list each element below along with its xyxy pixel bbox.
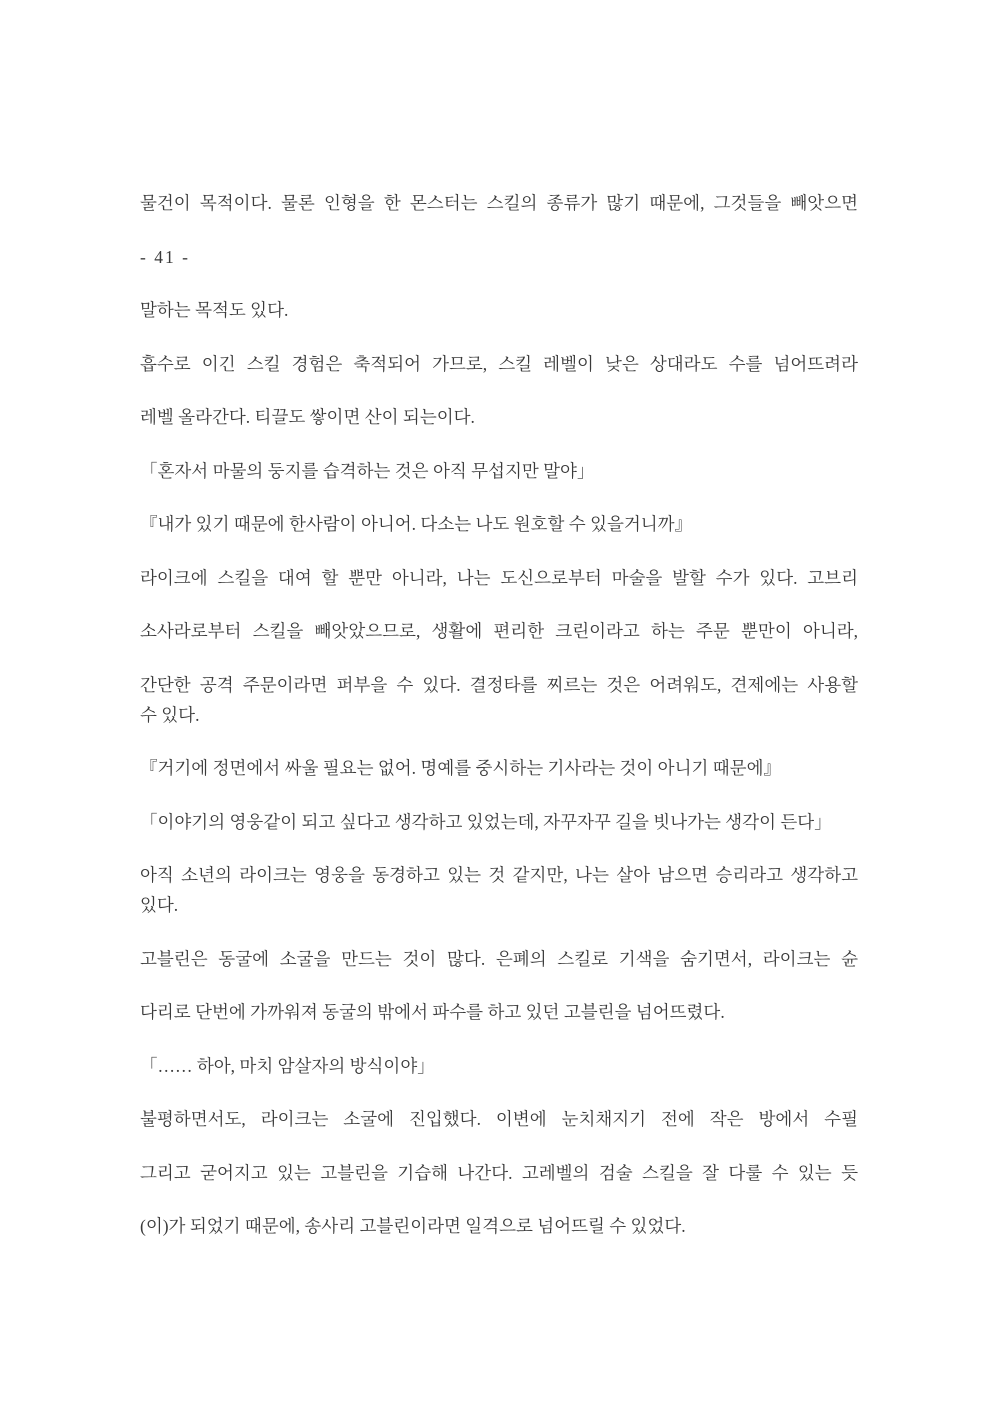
text-line: 간단한 공격 주문이라면 퍼부을 수 있다. 결정타를 찌르는 것은 어려워도, 견제에는 사용할 xyxy=(140,674,858,695)
dialogue-line: 『내가 있기 때문에 한사람이 아니어. 다소는 나도 원호할 수 있을거니까』 xyxy=(140,514,693,534)
dialogue-line: 『거기에 정면에서 싸울 필요는 없어. 명예를 중시하는 기사라는 것이 아니기 때문에』 xyxy=(140,758,781,778)
text-line: 고블린은 동굴에 소굴을 만드는 것이 많다. 은폐의 스킬로 기색을 숨기면서, 라이크는 슌 xyxy=(140,948,858,969)
dialogue-line: 「혼자서 마물의 둥지를 습격하는 것은 아직 무섭지만 말야」 xyxy=(140,460,595,481)
text-line: 아직 소년의 라이크는 영웅을 동경하고 있는 것 같지만, 나는 살아 남으면 승리라고 생각하고 xyxy=(140,865,858,885)
text-line: 있다. xyxy=(140,895,179,915)
dialogue-line: 「이야기의 영웅같이 되고 싶다고 생각하고 있었는데, 자꾸자꾸 길을 빗나가는 생각이 든다」 xyxy=(140,811,832,832)
text-line: 말하는 목적도 있다. xyxy=(140,300,289,320)
text-line: 라이크에 스킬을 대여 할 뿐만 아니라, 나는 도신으로부터 마술을 발할 수가 있다. 고브리 xyxy=(140,567,858,588)
text-line: 수 있다. xyxy=(140,704,200,725)
text-line: 불평하면서도, 라이크는 소굴에 진입했다. 이변에 눈치채지기 전에 작은 방에서 수필 xyxy=(140,1109,858,1129)
text-line: 그리고 굳어지고 있는 고블린을 기습해 나간다. 고레벨의 검술 스킬을 잘 다룰 수 있는 듯 xyxy=(140,1162,858,1183)
text-line: 흡수로 이긴 스킬 경험은 축적되어 가므로, 스킬 레벨이 낮은 상대라도 수를 넘어뜨려라 xyxy=(140,353,858,374)
text-line: (이)가 되었기 때문에, 송사리 고블린이라면 일격으로 넘어뜨릴 수 있었다. xyxy=(140,1216,686,1236)
text-line: 소사라로부터 스킬을 빼앗았으므로, 생활에 편리한 크린이라고 하는 주문 뿐만이 아니라, xyxy=(140,621,858,641)
text-body xyxy=(140,188,858,1265)
page-number: - 41 - xyxy=(140,246,190,267)
text-line: 레벨 올라간다. 티끌도 쌓이면 산이 되는이다. xyxy=(140,407,475,427)
dialogue-line: 「…… 하아, 마치 암살자의 방식이야」 xyxy=(140,1055,435,1076)
text-line: 물건이 목적이다. 물론 인형을 한 몬스터는 스킬의 종류가 많기 때문에, 그것들을 빼앗으면 xyxy=(140,193,858,213)
text-line: 다리로 단번에 가까워져 동굴의 밖에서 파수를 하고 있던 고블린을 넘어뜨렸다. xyxy=(140,1002,725,1022)
